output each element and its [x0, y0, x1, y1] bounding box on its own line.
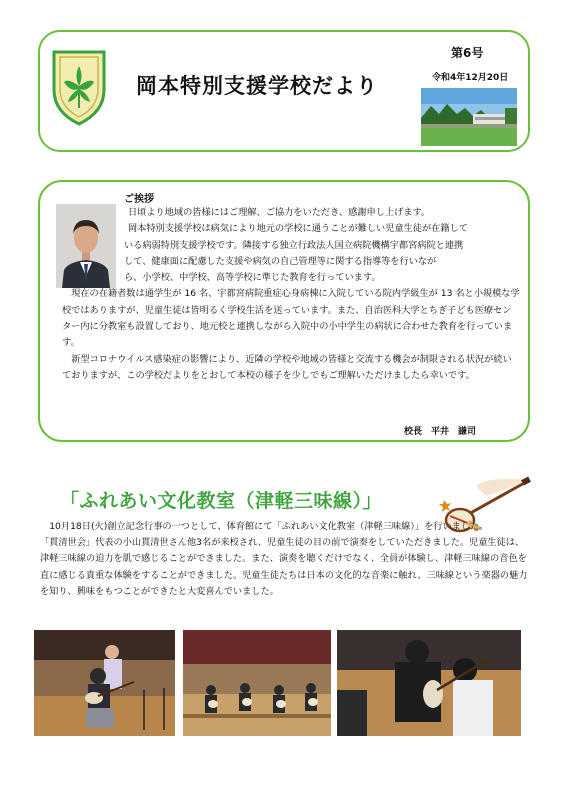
greeting-paragraph: 新型コロナウイルス感染症の影響により、近隣の学校や地域の皆様と交流する機会が制限される状況が続いておりますが、この学校だよりをとおして本校の様子を少しでもご理解いただけましたら幸いです。	[62, 353, 512, 381]
article-paragraph: 10月18日(火)創立記念行事の一つとして、体育館にて「ふれあい文化教室（津軽三味線）」を行いました。	[49, 521, 489, 532]
article-body	[40, 519, 528, 600]
school-crest-logo	[46, 42, 112, 128]
greeting-line: ら、小学校、中学校、高等学校に準じた教育を行っています。	[124, 272, 381, 284]
issue-number: 第6号	[451, 46, 484, 60]
event-photo-performers-on-stage	[183, 630, 331, 736]
principal-signature: 校長 平井 謙司	[404, 427, 477, 437]
greeting-paragraph: 現在の在籍者数は通学生が 16 名、宇都宮病院重症心身病棟に入院している院内学級生が 13 名と小規模な学校ではありますが、児童生徒は皆明るく学校生活を送っています。また、自治医科大学とちぎ子ども医療センター内に分教室も設置しており、地元校と連携しながら入院中の小中学生の病状に合わせた教育を行っています。	[62, 288, 520, 349]
newsletter-title: 岡本特別支援学校だより	[136, 74, 378, 98]
greeting-body	[62, 205, 520, 384]
article-paragraph: 「貫清世会」代表の小山貫清世さん他3名が来校され、児童生徒の目の前で演奏をしていただきました。児童生徒は、津軽三味線の迫力を肌で感じることができました。また、演奏を聴くだけでなく、全員が体験し、津軽三味線の音色を直に感じる貴重な体験をすることができました。児童生徒たちは日本の文化的な音楽に触れ、三味線という楽器の魅力を知り、興味をもつことができたと大変喜んでいました。	[40, 537, 528, 597]
greeting-line: して、健康面に配慮した支援や病気の自己管理等に関する指導等を行いなが	[124, 255, 437, 267]
school-building-photo	[421, 88, 517, 146]
article-title: 「ふれあい文化教室（津軽三味線）」	[60, 490, 383, 512]
greeting-heading: ご挨拶	[124, 194, 154, 205]
greeting-line: 岡本特別支援学校は病気により地元の学校に通うことが難しい児童生徒が在籍して	[128, 223, 468, 235]
issue-date: 令和4年12月20日	[432, 73, 509, 83]
event-photo-instructor-with-student	[337, 630, 521, 736]
greeting-line: 日頃より地域の皆様にはご理解、ご協力をいただき、感謝申し上げます。	[128, 207, 431, 218]
event-photo-student-playing	[34, 630, 175, 736]
greeting-line: いる病弱特別支援学校です。隣接する独立行政法人国立病院機構宇都宮病院と連携	[124, 239, 464, 251]
